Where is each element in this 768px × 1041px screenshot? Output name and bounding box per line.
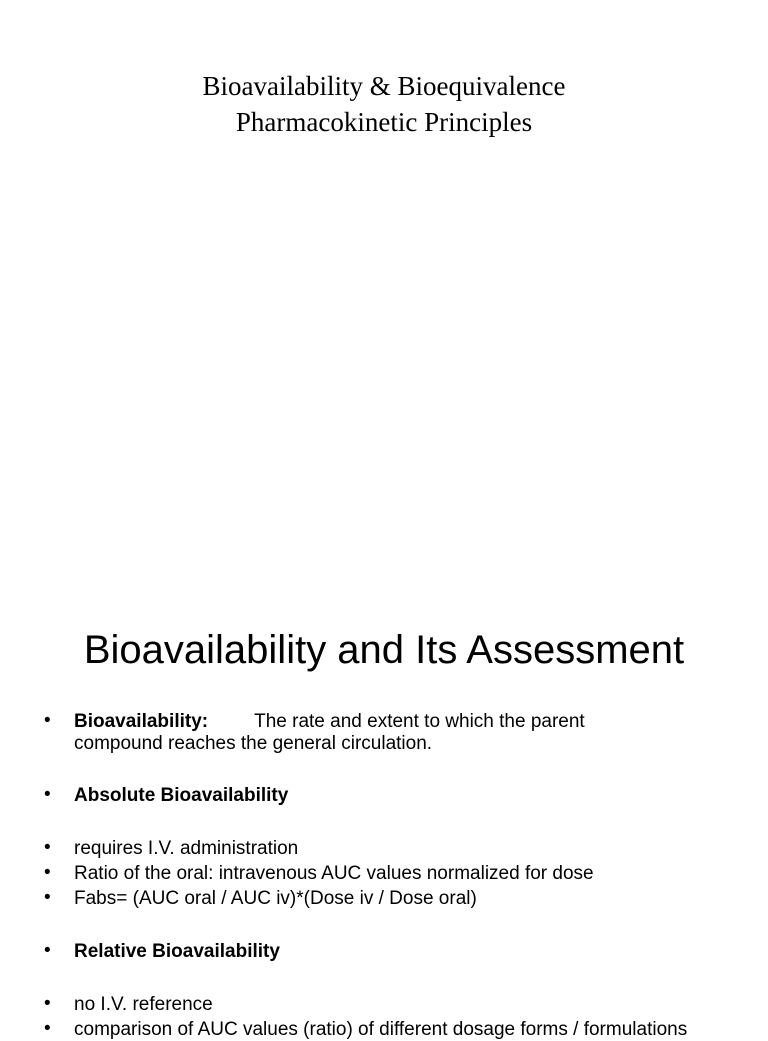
bullet-icon: •: [44, 837, 51, 858]
title-line-2: Pharmacokinetic Principles: [235, 107, 533, 137]
bullet-icon: •: [44, 940, 51, 961]
bullet-icon: •: [44, 1018, 51, 1039]
bullet-icon: •: [44, 993, 51, 1014]
title-line-1: Bioavailability & Bioequivalence: [202, 71, 566, 101]
absolute-item-2: Ratio of the oral: intravenous AUC values normalized for dose: [74, 863, 594, 884]
definition-term: Bioavailability:: [74, 711, 209, 732]
absolute-label: Absolute Bioavailability: [74, 785, 289, 806]
bullet-icon: •: [44, 784, 51, 805]
absolute-item-3: Fabs= (AUC oral / AUC iv)*(Dose iv / Dose oral): [74, 888, 477, 909]
definition-text-line-1: The rate and extent to which the parent: [254, 711, 585, 732]
definition-text-line-2: compound reaches the general circulation.: [74, 733, 433, 754]
section-heading: Bioavailability and Its Assessment: [83, 628, 685, 672]
bullet-icon: •: [44, 710, 51, 731]
absolute-item-1: requires I.V. administration: [74, 838, 299, 859]
relative-item-2: comparison of AUC values (ratio) of different dosage forms / formulations: [74, 1019, 688, 1040]
bullet-icon: •: [44, 862, 51, 883]
relative-label: Relative Bioavailability: [74, 941, 280, 962]
relative-item-1: no I.V. reference: [74, 994, 213, 1015]
bullet-icon: •: [44, 887, 51, 908]
